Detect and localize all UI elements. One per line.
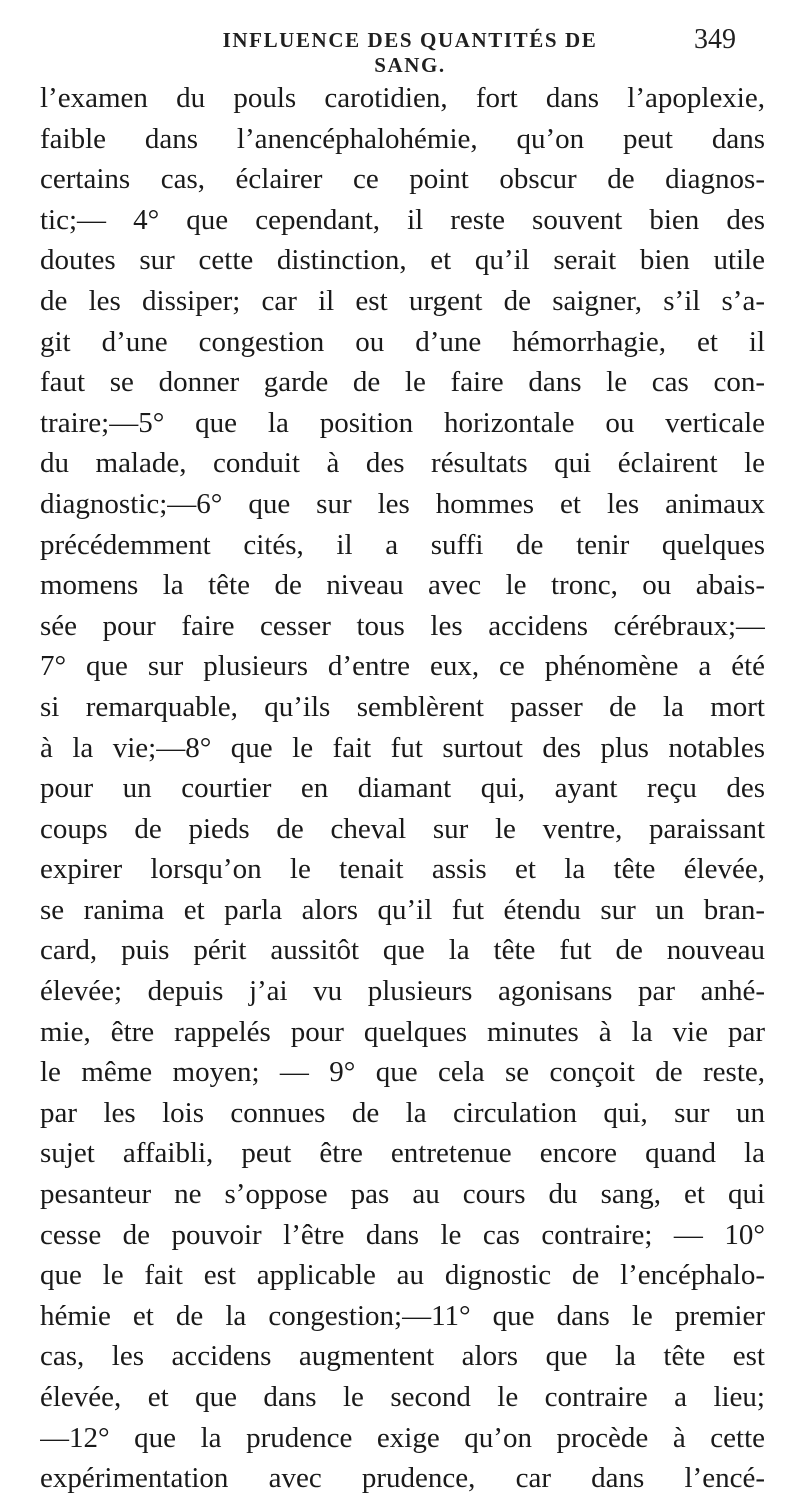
text-line: 7° que sur plusieurs d’entre eux, ce phénomène a été [40,650,765,683]
text-line: le même moyen; — 9° que cela se conçoit de reste, [40,1056,765,1089]
text-line: si remarquable, qu’ils semblèrent passer de la mort [40,690,765,723]
text-line: momens la tête de niveau avec le tronc, ou abais- [40,569,765,602]
text-line: se ranima et parla alors qu’il fut étendu sur un bran- [40,893,765,926]
text-line: élevée; depuis j’ai vu plusieurs agonisans par anhé- [40,975,765,1008]
text-line: cesse de pouvoir l’être dans le cas contraire; — 10° [40,1218,765,1251]
text-line: sujet affaibli, peut être entretenue encore quand la [40,1137,765,1170]
body-text [40,78,765,1499]
text-line: hémie et de la congestion;—11° que dans le premier [40,1299,765,1332]
text-line: git d’une congestion ou d’une hémorrhagie, et il [40,325,765,358]
text-line: sée pour faire cesser tous les accidens cérébraux;— [40,609,765,642]
text-line: que le fait est applicable au dignostic de l’encéphalo- [40,1259,765,1292]
text-line: l’examen du pouls carotidien, fort dans l’apoplexie, [40,82,765,114]
text-line: tic;— 4° que cependant, il reste souvent bien des [40,203,765,236]
text-line: certains cas, éclairer ce point obscur de diagnos- [40,163,765,196]
text-line: doutes sur cette distinction, et qu’il serait bien utile [40,244,765,277]
text-line: card, puis périt aussitôt que la tête fut de nouveau [40,934,765,967]
text-line: faible dans l’anencéphalohémie, qu’on peut dans [40,122,765,155]
text-line: expérimentation avec prudence, car dans l’encé- [40,1462,765,1495]
text-line: de les dissiper; car il est urgent de saigner, s’il s’a- [40,284,765,317]
text-line: coups de pieds de cheval sur le ventre, paraissant [40,812,765,845]
text-line: faut se donner garde de le faire dans le cas con- [40,366,765,399]
text-line: traire;—5° que la position horizontale ou verticale [40,406,765,439]
text-line: diagnostic;—6° que sur les hommes et les animaux [40,487,765,520]
text-line: mie, être rappelés pour quelques minutes à la vie par [40,1015,765,1048]
text-line: pour un courtier en diamant qui, ayant reçu des [40,772,765,805]
running-title: INFLUENCE DES QUANTITÉS DE SANG. [222,28,598,77]
text-line: du malade, conduit à des résultats qui éclairent le [40,447,765,480]
text-line: par les lois connues de la circulation qui, sur un [40,1096,765,1129]
text-line: expirer lorsqu’on le tenait assis et la tête élevée, [40,853,765,886]
text-line: à la vie;—8° que le fait fut surtout des plus notables [40,731,765,764]
text-line: pesanteur ne s’oppose pas au cours du sang, et qui [40,1178,765,1211]
page-number: 349 [694,24,736,55]
text-line: élevée, et que dans le second le contraire a lieu; [40,1381,765,1413]
text-line: précédemment cités, il a suffi de tenir quelques [40,528,765,561]
text-line: cas, les accidens augmentent alors que la tête est [40,1340,765,1373]
text-line: —12° que la prudence exige qu’on procède à cette [40,1421,765,1454]
